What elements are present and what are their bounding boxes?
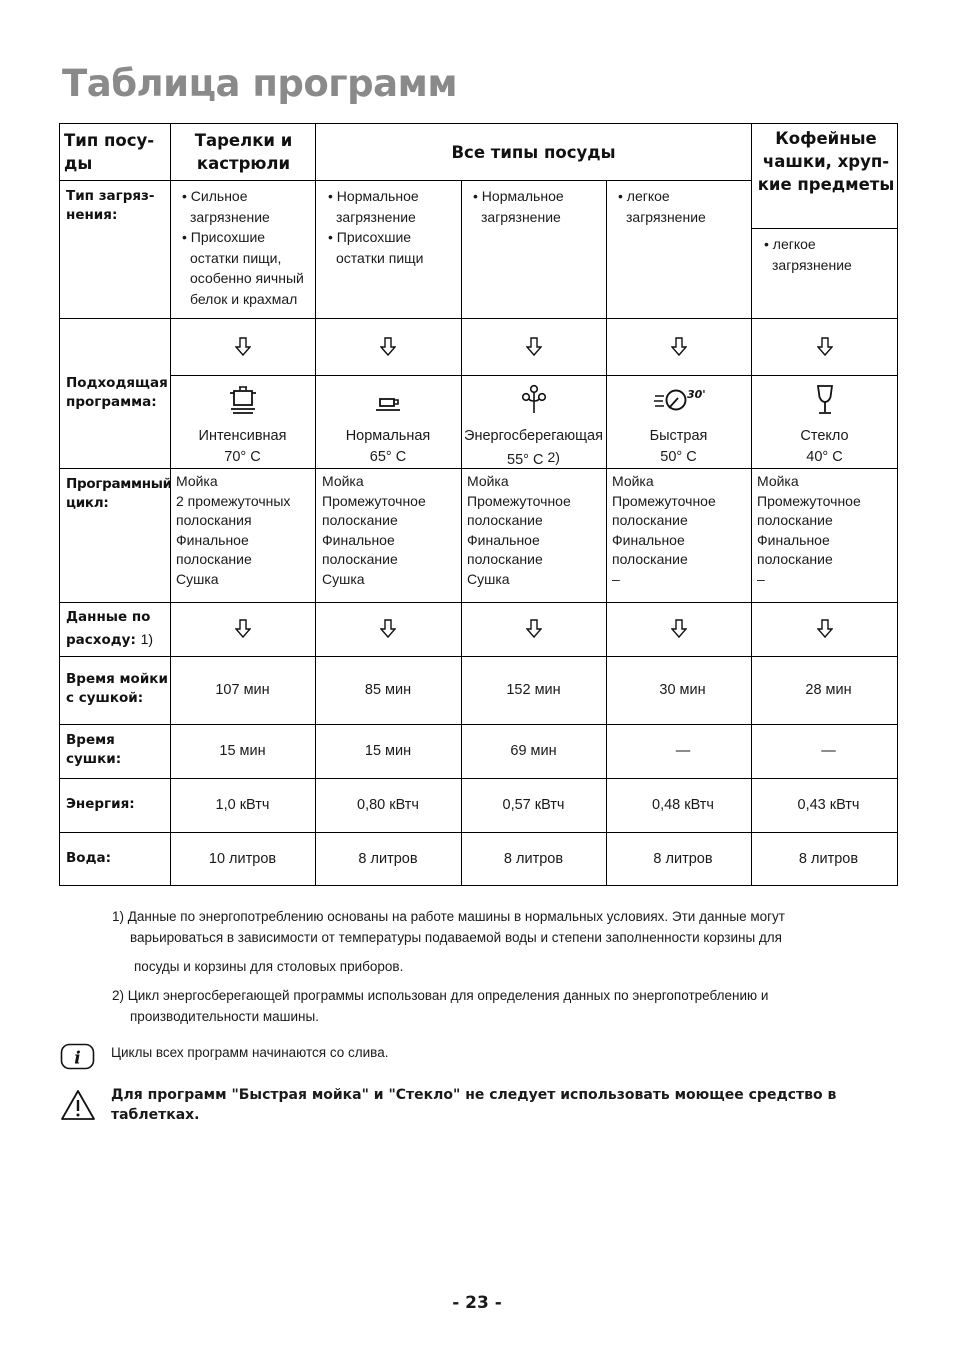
program-eco: Энергосберегающая 55° C 2) [461,378,606,471]
down-arrow-icon [315,318,461,375]
energy-col2: 0,80 кВтч [357,797,419,813]
header-dish-type: Тип посу- ды [64,131,155,173]
footnote-1-line-2: варьироваться в зависимости от температуры подаваемой воды и степени заполненности корзины для [130,930,782,945]
water-col2: 8 литров [358,851,418,867]
down-arrow-icon [606,318,751,375]
down-arrow-icon [751,318,898,375]
warning-icon [60,1089,96,1126]
wash-time-col1: 107 мин [215,682,270,698]
water-col3: 8 литров [503,851,564,867]
cycle-col5: Мойка Промежуточное полоскание Финальное полоскание – [757,473,861,587]
info-text: Циклы всех программ начинаются со слива. [111,1045,389,1060]
row-label-dry-time: Время сушки: [66,732,122,767]
list-item: • легкое загрязнение [618,188,706,225]
wash-time-col5: 28 мин [805,682,852,698]
row-label-program: Подходящая программа: [66,375,168,410]
svg-text:30': 30' [686,388,706,401]
soil-col5 [760,234,894,275]
dry-time-col1: 15 мин [219,743,266,759]
down-arrow-icon [315,602,461,656]
soil-col2 [324,186,458,268]
cycle-col4: Мойка Промежуточное полоскание Финальное полоскание – [612,473,716,587]
footnote-1-line-1: 1) Данные по энергопотреблению основаны на работе машины в нормальных условиях. Эти данные могут [112,909,785,924]
energy-col3: 0,57 кВтч [502,797,565,813]
page-number: - 23 - [452,1293,502,1313]
footnote-1-line-3: посуды и корзины для столовых приборов. [134,959,404,974]
intensive-pot-icon [170,378,315,422]
down-arrow-icon [461,318,606,375]
warning-text: Для программ "Быстрая мойка" и "Стекло" не следует использовать моющее средство в таблетках. [111,1087,837,1123]
down-arrow-icon [461,602,606,656]
row-label-wash-time: Время мойки с сушкой: [66,671,168,706]
footnote-2-line-2: производительности машины. [130,1009,319,1024]
list-item: • Нормальное загрязнение [473,188,564,225]
water-col4: 8 литров [653,851,713,867]
down-arrow-icon [751,602,898,656]
dry-time-col5: — [821,743,836,759]
cycle-col3: Мойка Промежуточное полоскание Финальное полоскание Сушка [467,473,571,587]
header-plates-pots: Тарелки и кастрюли [194,131,293,173]
water-col1: 10 литров [208,851,277,867]
info-icon [60,1043,95,1075]
energy-col4: 0,48 кВтч [652,797,714,813]
list-item: • легкое загрязнение [764,236,852,273]
wash-time-col3: 152 мин [506,682,561,698]
svg-text:i: i [74,1048,81,1069]
footnote-2-line-1: 2) Цикл энергосберегающей программы использован для определения данных по энергопотреблению и [112,988,769,1003]
energy-col5: 0,43 кВтч [797,797,860,813]
row-label-consumption: Данные по расходу: 1) [66,609,154,648]
eco-flower-icon [461,378,606,422]
header-fragile: Кофейные чашки, хруп- кие предметы [757,129,895,194]
glass-icon [751,378,898,422]
wash-time-col2: 85 мин [364,682,412,698]
row-label-water: Вода: [66,850,111,866]
row-label-soil: Тип загряз- нения: [66,188,155,223]
program-glass: Стекло 40° C [751,378,898,468]
cycle-col1: Мойка 2 промежуточных полоскания Финальное полоскание Сушка [176,473,291,587]
quick-30-icon [606,378,751,422]
down-arrow-icon [170,318,315,375]
soil-col3 [469,186,603,227]
program-normal: Нормальная 65° C [315,378,461,468]
down-arrow-icon [170,602,315,656]
energy-col1: 1,0 кВтч [215,797,270,813]
row-label-cycle: Программный цикл: [66,476,172,511]
normal-cup-icon [315,378,461,422]
list-item: • Присохшие остатки пищи, особенно яичный белок и крахмал [182,229,304,307]
soil-col1 [178,186,314,309]
dry-time-col4: — [675,743,691,759]
program-intensive: Интенсивная 70° C [170,378,315,468]
list-item: • Нормальное загрязнение [328,188,419,225]
soil-col4 [614,186,748,227]
list-item: • Сильное загрязнение [182,188,270,225]
wash-time-col4: 30 мин [659,682,706,698]
list-item: • Присохшие остатки пищи [328,229,424,266]
dry-time-col3: 69 мин [510,743,557,759]
program-quick: 30' Быстрая 50° C [606,378,751,468]
page-title: Таблица программ [62,62,458,105]
dry-time-col2: 15 мин [364,743,412,759]
cycle-col2: Мойка Промежуточное полоскание Финальное полоскание Сушка [322,473,426,587]
row-label-energy: Энергия: [66,796,135,812]
down-arrow-icon [606,602,751,656]
water-col5: 8 литров [798,851,859,867]
header-all-dishes: Все типы посуды [451,142,616,162]
program-table [59,123,898,886]
